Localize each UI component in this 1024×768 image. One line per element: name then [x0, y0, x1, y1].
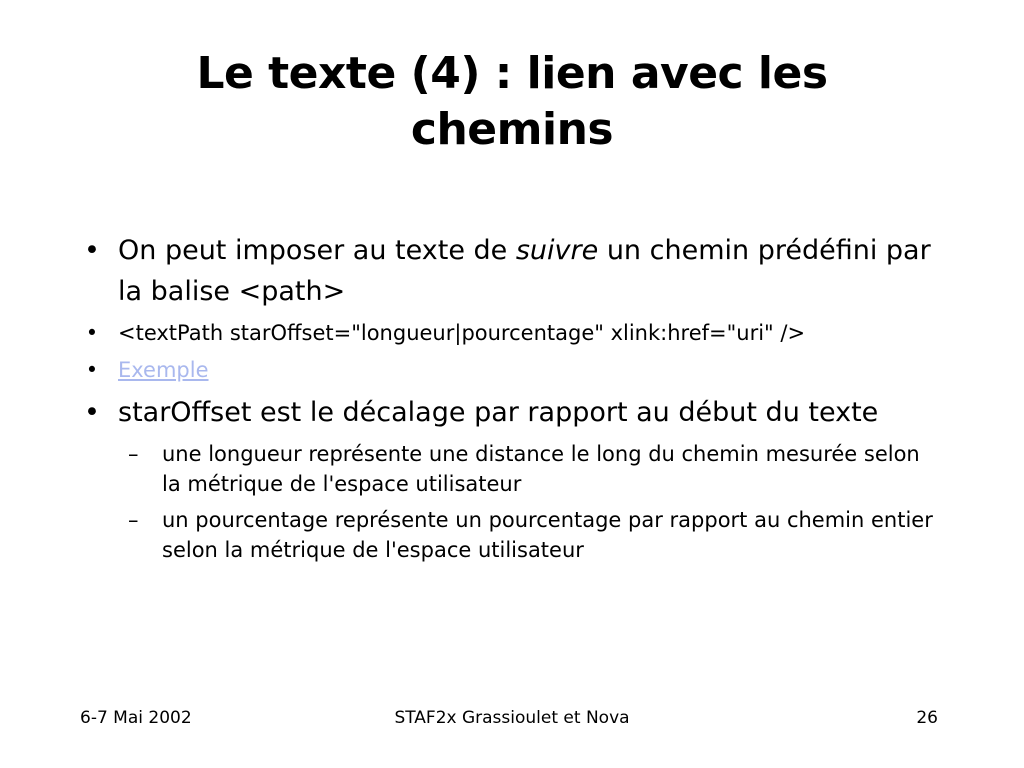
footer-page-number: 26	[916, 708, 938, 728]
sub-bullet-length	[118, 439, 942, 499]
bullet-text: On peut imposer au texte de	[118, 235, 516, 266]
bullet-text: starOffset est le décalage par rapport au début du texte	[118, 397, 879, 428]
bullet-text: <textPath starOffset="longueur|pourcentage" xlink:href="uri" />	[118, 321, 806, 345]
bullet-example	[82, 355, 942, 386]
sub-bullet-percentage	[118, 505, 942, 565]
bullet-marker: •	[85, 321, 99, 345]
sub-bullet-text: un pourcentage représente un pourcentage par rapport au chemin entier selon la métrique de l'espace utilisateur	[162, 508, 933, 562]
bullet-staroffset	[82, 392, 942, 565]
bullet-list	[82, 230, 942, 571]
bullet-textpath-syntax	[82, 318, 942, 349]
bullet-marker: •	[85, 358, 99, 382]
example-link[interactable]: Exemple	[118, 358, 209, 382]
bullet-text-continued: un chemin prédéfini par la balise <path>	[118, 235, 931, 307]
bullet-marker: •	[84, 397, 100, 428]
sub-bullet-text: une longueur représente une distance le long du chemin mesurée selon la métrique de l'espace utilisateur	[162, 442, 920, 496]
bullet-marker: •	[84, 235, 100, 266]
footer-authors: STAF2x Grassioulet et Nova	[394, 708, 630, 728]
bullet-follow-path	[82, 230, 942, 312]
sub-bullet-marker: –	[128, 442, 139, 466]
sub-bullet-marker: –	[128, 508, 139, 532]
footer-date: 6-7 Mai 2002	[80, 708, 192, 728]
slide-title: Le texte (4) : lien avec les chemins	[196, 48, 828, 155]
bullet-emphasis: suivre	[515, 235, 599, 266]
sub-bullet-list	[118, 439, 942, 565]
